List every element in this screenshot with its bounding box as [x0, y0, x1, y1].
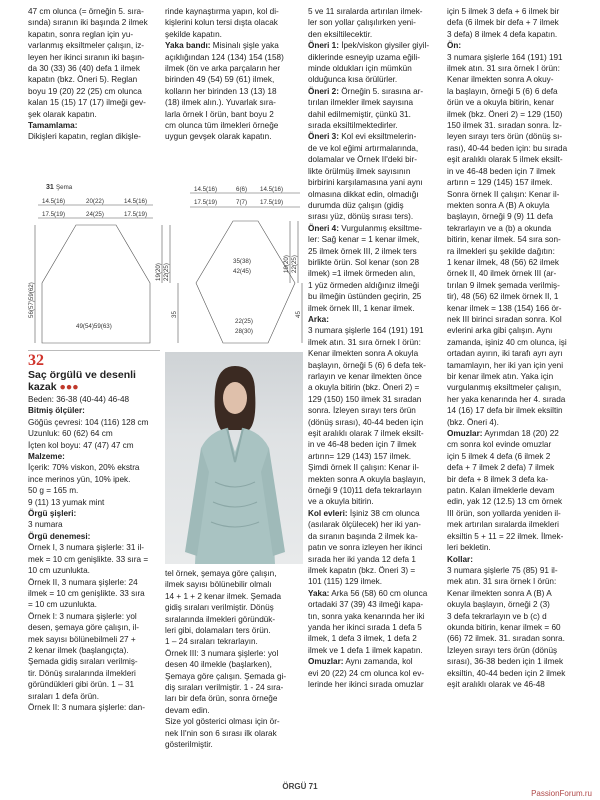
sleeve-r1: 19(20) — [283, 255, 290, 273]
text-line: diş sıraları verilmiştir. 1 - 24 sıra- — [165, 683, 284, 693]
text-line: Şemada gidiş sıraları verilmiş- — [28, 657, 138, 667]
back-left: 56(57)59(62) — [28, 282, 35, 318]
text-line: bitirin, kenar ilmek. 54 sıra son- — [447, 235, 561, 245]
text-line: ilmek kapatın (bkz. Öneri 3) = — [308, 565, 416, 575]
text-line: Öneri 2: Örneğin 5. sırasına ar- — [308, 86, 424, 96]
text-line: leyen her ikinci sıranın iki başın- — [28, 52, 145, 62]
back-top-2: 14.5(16) — [124, 198, 148, 205]
text-line: Örnek II, 3 numara şişlerle: 24 — [28, 577, 138, 587]
text-line: başlayın, örneği 9 (9) 11 defa — [447, 212, 553, 222]
text-line: (asılarak ölçülecek) her iki yan- — [308, 520, 421, 530]
text-line: minde oldukları için mümkün — [308, 64, 412, 74]
column-2-bottom — [165, 568, 304, 751]
text-line: Bitmiş ölçüler: — [28, 406, 85, 416]
text-line: Öneri 1: İpek/viskon giysiler giyil- — [308, 41, 430, 51]
schematic-diagram — [28, 183, 303, 348]
text-line: zamanda, işiniz 40 cm olunca, işi — [447, 337, 567, 347]
text-line: Kenar ilmekten sonra A (B) A — [447, 588, 552, 598]
text-line: başlayın, örneği 5 (6) 6 defa tek- — [308, 360, 426, 370]
text-line: la başlayın, örneği 5 (6) 6 defa — [447, 86, 558, 96]
text-line: Kol evleri: İşiniz 38 cm olunca — [308, 508, 420, 518]
text-line: gidiş sıraları verilmiştir. Dönüş — [165, 603, 274, 613]
text-line: in ve 46-48 beden için 7 ilmek — [447, 166, 556, 176]
text-line: boyu 19 (20) 22 (25) cm olunca — [28, 86, 142, 96]
text-line: a okuyla bitirin (bkz. Öneri 2) = — [308, 383, 420, 393]
text-line: örnek II, 40 ilmek örnek III (ar- — [447, 269, 557, 279]
text-line: Ön: — [447, 41, 462, 51]
sleeve-r2: 22(25) — [291, 255, 298, 273]
text-line: kapatın, sonra reglan için yu- — [28, 29, 134, 39]
text-line: patın. Kalan ilmeklerle devam — [447, 486, 555, 496]
text-line: sıraları 1 defa örün. — [28, 691, 99, 701]
text-line: de ve kol eğimi artırmalarında, — [308, 143, 419, 153]
text-line: ları bir defa örün, sonra örneğe — [165, 694, 278, 704]
text-line: için 5 ilmek 4 defa (6 ilmek 2 — [447, 451, 551, 461]
text-line: birinden 49 (54) 59 (61) ilmek, — [165, 75, 275, 85]
text-line: için 5 ilmek 3 defa + 6 ilmek bir — [447, 7, 560, 16]
text-line: ince merinos yün, 10% ipek. — [28, 474, 131, 484]
diagram-label: Şema — [56, 184, 73, 191]
text-line: tırılan ilmekler ilmek sayısına — [308, 98, 414, 108]
text-line: mek = 10 cm genişlikte. 33 sıra = — [28, 554, 149, 564]
text-line: eksiltin 5 + 11 = 22 ilmek. İlmek- — [447, 531, 564, 541]
back-top-0: 14.5(16) — [42, 198, 66, 205]
column-4 — [447, 6, 582, 690]
text-line: Örnek III: 3 numara şişlerle: yol — [165, 648, 279, 658]
text-line: kapatın (bkz. Öneri 5). Reglan — [28, 75, 138, 85]
text-line: tir. Dönüş sıralarında ilmekleri — [28, 668, 136, 678]
text-line: (18) ilmek alın.). Yuvarlak sıra- — [165, 98, 276, 108]
text-line: şek olarak kapatın. — [28, 109, 97, 119]
text-line: ilmek = 10 cm genişlikte. 33 sıra — [28, 588, 145, 598]
back-r2: 22(25) — [163, 263, 170, 281]
text-line: ortadan ayırın, iki tarafı ayrı ayrı — [447, 349, 563, 359]
text-line: (bkz. Öneri 4). — [447, 417, 499, 427]
text-line: (66) 72 ilmek. 31. sıradan sonra. — [447, 634, 565, 644]
text-line: 14 (16) 17 defa bir ilmek eksiltin — [447, 406, 563, 416]
text-line: vurgulanmış eksiltmeler çalışın, — [447, 383, 562, 393]
back-top2-2: 17.5(19) — [124, 211, 148, 218]
text-line: cm sonra kol evinde omuzlar — [447, 440, 552, 450]
text-line: Malzeme: — [28, 452, 65, 462]
text-line: olduğunca kısa örülürler. — [308, 75, 398, 85]
text-line: eşit aralıklı olarak 7 ilmek eksilt- — [308, 429, 424, 439]
text-line: bu ilmeğin üstünden geçirin, 25 — [308, 292, 422, 302]
text-line: rarlayın ve kenar ilmekten önce — [308, 372, 422, 381]
text-line: 150 ilmek 31. sıradan sonra. İz- — [447, 121, 562, 131]
text-line: desen, şemaya göre çalışın, il- — [28, 623, 140, 633]
text-line: dolamalar ve Örnek II'deki bir- — [308, 155, 417, 165]
text-line: (dönüş sırası), 40-44 beden için — [308, 417, 424, 427]
text-line: Arka: — [308, 314, 329, 324]
text-line: kolların her birinden 13 (13) 18 — [165, 86, 277, 96]
text-line: 1 yüz örmeden aldığınız ilmeği — [308, 280, 420, 290]
text-line: eşit aralıklı olarak ve 46-48 — [447, 679, 545, 689]
text-line: mekten sonra A (B) A okuyla — [447, 200, 550, 210]
text-line: durumda düz çalışın (gidiş — [308, 200, 404, 210]
column-3 — [308, 6, 443, 690]
text-line: den eksiltilecektir. — [308, 29, 373, 39]
text-line: ilmek atın. 31 sıra örnek I örün: — [447, 64, 560, 74]
text-line: Omuzlar: Aynı zamanda, kol — [308, 657, 413, 667]
text-line: eşit aralıklı olarak 5 ilmek eksilt- — [447, 155, 563, 165]
text-line: 25 ilmek örnek III, 2 ilmek ters — [308, 246, 417, 256]
text-line: rinde kaynaştırma yapın, kol di- — [165, 7, 279, 16]
text-line: 1 – 24 sıraları tekrarlayın. — [165, 637, 258, 647]
text-line: Göğüs çevresi: 104 (116) 128 cm — [28, 417, 149, 427]
text-line: Şimdi örnek II çalışın: Kenar il- — [308, 463, 420, 473]
text-line: mek sayısı bölünebilmeli 27 + — [28, 634, 136, 644]
model-photo — [165, 352, 303, 564]
text-line: 3 numara şişlerle 164 (191) 191 — [447, 52, 563, 62]
text-line: rası), 40-44 beden için: bu sırada — [447, 143, 568, 153]
text-line: 2 kenar ilmek (başlangıçta). — [28, 645, 129, 655]
column-1-bottom — [28, 394, 160, 713]
text-line: okunda bitirin, kenar ilmek = 60 — [447, 622, 561, 632]
text-line: varlanmış eksiltmeler çalışın, iz- — [28, 41, 145, 51]
text-line: artırın = 129 (145) 157 ilmek. — [447, 178, 553, 188]
column-2-top — [165, 6, 304, 143]
text-line: leri gibi, dolamaları ters örün. — [165, 626, 271, 636]
text-line: açıklığından 124 (134) 154 (158) — [165, 52, 284, 62]
footer-brand: ÖRGÜ — [282, 782, 307, 791]
text-line: ve a okuyla bitirin. — [308, 497, 374, 507]
column-1-top — [28, 6, 160, 143]
text-line: 101 (115) 129 ilmek. — [308, 577, 383, 587]
back-top2-1: 24(25) — [86, 211, 104, 218]
text-line: sında) sıranın iki başında 2 ilmek — [28, 18, 148, 28]
text-line: Sonra örnek II çalışın: Kenar il- — [447, 189, 560, 199]
text-line: tel örnek, şemaya göre çalışın, — [165, 569, 277, 578]
text-line: diklerinde esneyip uzama eğili- — [308, 52, 420, 62]
text-line: nek III birinci sıradan sonra. Kol — [447, 314, 562, 324]
text-line: birlikte örün. Sol kenar (son 28 — [308, 257, 420, 267]
text-line: tamamlayın, her iki yan için yeni — [447, 360, 564, 370]
sleeve-mid2: 42(45) — [233, 268, 251, 275]
sleeve-top-2: 14.5(16) — [260, 186, 284, 193]
text-line: Beden: 36-38 (40-44) 46-48 — [28, 395, 130, 404]
text-line: ilmek örnek III, 1 kenar ilmek. — [308, 303, 415, 313]
text-line: İzleyen sırayı ters örün (dönüş — [447, 645, 558, 655]
text-line: cm olunca tüm ilmekleri örneğe — [165, 121, 279, 131]
text-line: tın, sonra yaka kenarında her iki — [308, 611, 425, 621]
text-line: tekrarlayın ve a (b) a okunda — [447, 223, 552, 233]
text-line: evlerini arka gibi çalışın. Aynı — [447, 326, 553, 336]
text-line: mek artırılan sıralarda ilmekleri — [447, 520, 559, 530]
text-line: ilmek, 1 defa 3 ilmek, 1 defa 2 — [308, 634, 417, 644]
text-line: gösterilmiştir. — [165, 740, 213, 750]
text-line: Kenar ilmekten sonra A okuy- — [447, 75, 554, 85]
section-title-text: Saç örgülü ve desenli kazak — [28, 369, 136, 393]
text-line: sıralarında ilmekleri göründük- — [165, 614, 276, 624]
text-line: 3 numara — [28, 520, 63, 530]
text-line: Öneri 4: Vurgulanmış eksiltme- — [308, 223, 422, 233]
text-line: edin, yak 12 (12.5) 13 cm örnek — [447, 497, 563, 507]
text-line: örneği 9 (10)11 defa tekrarlayın — [308, 486, 422, 496]
text-line: patın ve sonra izleyen her ikinci — [308, 543, 423, 553]
text-line: = 10 cm uzunlukta. — [28, 600, 97, 610]
text-line: leri bekletin. — [447, 543, 491, 553]
text-line: İçten kol boyu: 47 (47) 47 cm — [28, 440, 134, 450]
text-line: 10 cm uzunlukta. — [28, 566, 90, 576]
difficulty-dots: ●●● — [59, 381, 79, 393]
text-line: 47 cm olunca (= örneğin 5. sıra- — [28, 7, 144, 16]
text-line: kalan 15 (15) 17 (17) ilmeği gev- — [28, 98, 146, 108]
sleeve-r3: 45 — [295, 311, 302, 318]
text-line: ra ilmekleri şu şekilde dağıtın: — [447, 246, 555, 256]
text-line: Örnek I: 3 numara şişlerle: yol — [28, 611, 137, 621]
text-line: 50 g = 165 m. — [28, 486, 79, 496]
page-footer — [0, 782, 600, 791]
sleeve-top-1: 6(6) — [236, 186, 248, 193]
text-line: sırası), 36-38 beden için 1 ilmek — [447, 657, 564, 667]
text-line: 5 ve 11 sıralarda artırılan ilmek- — [308, 7, 423, 16]
section-title — [28, 369, 160, 393]
text-line: olmasına dikkat edin, olmadığı — [308, 189, 419, 199]
text-line: lerinde her ikinci sırada omuzlar — [308, 679, 424, 689]
text-line: 14 + 1 + 2 kenar ilmek. Şemada — [165, 591, 282, 601]
text-line: dahil edilmemiştir, çünkü 31. — [308, 109, 411, 119]
text-line: sırada her iki yanda 12 defa 1 — [308, 554, 416, 564]
sleeve-bot1: 22(25) — [235, 318, 253, 325]
text-line: likte örülmüş ilmek sayısının — [308, 166, 411, 176]
text-line: evi 20 (22) 24 cm olunca kol ev- — [308, 668, 425, 678]
diagram-num: 31 — [46, 184, 54, 191]
text-line: bir defa + 8 ilmek 3 defa ka- — [447, 474, 549, 484]
text-line: Örgü şişleri: — [28, 509, 77, 519]
text-line: da 30 (33) 36 (40) defa 1 ilmek — [28, 64, 140, 74]
section-number: 32 — [28, 352, 44, 369]
page-number: 71 — [308, 782, 318, 791]
text-line: Omuzlar: Ayrımdan 18 (20) 22 — [447, 429, 559, 439]
text-line: 9 (11) 13 yumak mint — [28, 497, 105, 507]
text-line: devam edin. — [165, 705, 210, 715]
text-line: ilmek) =1 ilmek örmeden alın, — [308, 269, 416, 279]
text-line: 3 defa) 8 ilmek 4 defa kapatın. — [447, 29, 558, 39]
text-line: ilmek atın. 31 sıra örnek I örün: — [308, 337, 421, 347]
back-r3: 35 — [171, 311, 178, 318]
sleeve-top2-0: 17.5(19) — [194, 199, 218, 206]
text-line: her yaka kenarında her 4. sırada — [447, 394, 566, 404]
text-line: yanda her ikinci sırada 1 defa 5 — [308, 622, 422, 632]
text-line: sırada eksiltilmektedirler. — [308, 121, 398, 131]
sleeve-top2-2: 17.5(19) — [260, 199, 284, 206]
text-line: ilmek (bkz. Öneri 2) = 129 (150) — [447, 109, 563, 119]
back-r1: 19(20) — [155, 263, 162, 281]
text-line: tırılan 9 ilmek şemada verilmiş- — [447, 280, 560, 290]
text-line: sonra. İzleyen sırayı ters örün — [308, 406, 416, 416]
text-line: Size yol gösterici olması için ör- — [165, 717, 280, 727]
text-line: III örün, son yollarda yeniden il- — [447, 508, 561, 518]
watermark: PassionForum.ru — [531, 789, 592, 798]
text-line: bir kenar ilmek atın. Yaka için — [447, 372, 554, 381]
text-line: ilmek sayısı bölünebilir olmalı — [165, 580, 272, 590]
text-line: Örnek II: 3 numara şişlerle: dan- — [28, 702, 145, 712]
text-line: mek atın. 31 sıra örnek I örün: — [447, 577, 557, 587]
text-line: Örgü denemesi: — [28, 531, 91, 541]
text-line: defa + 7 ilmek 2 defa) 7 ilmek — [447, 463, 555, 473]
text-line: kişlerini kolun tersi dışta olacak — [165, 18, 278, 28]
text-line: ilmek ve 1 defa 1 ilmek kapatın. — [308, 645, 423, 655]
text-line: kenar ilmek = 138 (154) 166 ör- — [447, 303, 562, 313]
heading: Tamamlama: — [28, 121, 78, 131]
back-top2-0: 17.5(19) — [42, 211, 66, 218]
text-line: eksiltin, 40-44 beden için 2 ilmek — [447, 668, 566, 678]
text-line: Dikişleri kapatın, reglan dikişle- — [28, 132, 141, 142]
back-bottom: 49(54)59(63) — [76, 323, 112, 330]
text-line: ilmek (ön ve arka parçaların her — [165, 64, 281, 74]
text-line: sırası yüz, dönüş sırası ters). — [308, 212, 414, 222]
text-line: leyen sırayı ters örün (dönüş sı- — [447, 132, 563, 142]
text-line: okuyla başlayın, örneği 2 (3) — [447, 600, 550, 610]
sleeve-bot2: 28(30) — [235, 328, 253, 335]
text-line: 3 numara şişlerle 75 (85) 91 il- — [447, 565, 558, 575]
text-line: desen 40 ilmekle (başlarken), — [165, 660, 272, 670]
text-line: Örnek I, 3 numara şişlerle: 31 il- — [28, 543, 145, 553]
text-line: Kollar: — [447, 554, 473, 564]
text-line: birbirini karşılamasına yani aynı — [308, 178, 423, 188]
sleeve-top2-1: 7(7) — [236, 199, 248, 206]
text-line: 1 kenar ilmek, 48 (56) 62 ilmek — [447, 257, 559, 267]
text-line: Öneri 3: Kol evi eksiltmelerin- — [308, 132, 417, 142]
sleeve-top-0: 14.5(16) — [194, 186, 218, 193]
text-line: 3 defa tekrarlayın ve b (c) d — [447, 611, 547, 621]
text-line: 3 numara şişlerle 164 (191) 191 — [308, 326, 424, 336]
text-line: Yaka: Arka 56 (58) 60 cm olunca — [308, 588, 428, 598]
text-line: Kenar ilmekten sonra A okuyla — [308, 349, 419, 359]
text-line: artırın= 129 (143) 157 ilmek. — [308, 451, 412, 461]
text-line: örün ve a okuyla bitirin, kenar — [447, 98, 554, 108]
section-divider — [28, 350, 160, 351]
sleeve-mid1: 35(38) — [233, 258, 251, 265]
text-line: defa (6 ilmek bir defa + 7 ilmek — [447, 18, 559, 28]
text-line: Yaka bandı: Misinalı şişle yaka — [165, 41, 279, 51]
text-line: göründükleri gibi örün. 1 – 31 — [28, 680, 135, 690]
text-line: ortadaki 37 (39) 43 ilmeği kapa- — [308, 600, 424, 610]
text-line: Uzunluk: 60 (62) 64 cm — [28, 429, 113, 439]
text-line: şekilde kapatın. — [165, 29, 222, 39]
text-line: ler: Sağ kenar = 1 kenar ilmek, — [308, 235, 420, 245]
text-line: in ve 46-48 beden için 7 ilmek — [308, 440, 417, 450]
text-line: uygun gevşek olarak kapatın. — [165, 132, 272, 142]
text-line: tir), 48 (56) 62 ilmek örnek II, 1 — [447, 292, 559, 302]
text-line: nek II'nin son 6 sırası ilk olarak — [165, 728, 277, 738]
text-line: mekten sonra A okuyla başlayın, — [308, 474, 426, 484]
text-line: da sıranın başında 2 ilmek ka- — [308, 531, 418, 541]
text-line: larla örnek I örün, bant boyu 2 — [165, 109, 274, 119]
back-top-1: 20(22) — [86, 198, 104, 205]
text-line: İçerik: 70% viskon, 20% ekstra — [28, 463, 140, 473]
text-line: ler son yollar çalışılırken yeni- — [308, 18, 416, 28]
text-line: 129 (150) 150 ilmek 31 sıradan — [308, 394, 422, 404]
text-line: Şemaya göre çalışın. Şemada gi- — [165, 671, 287, 681]
